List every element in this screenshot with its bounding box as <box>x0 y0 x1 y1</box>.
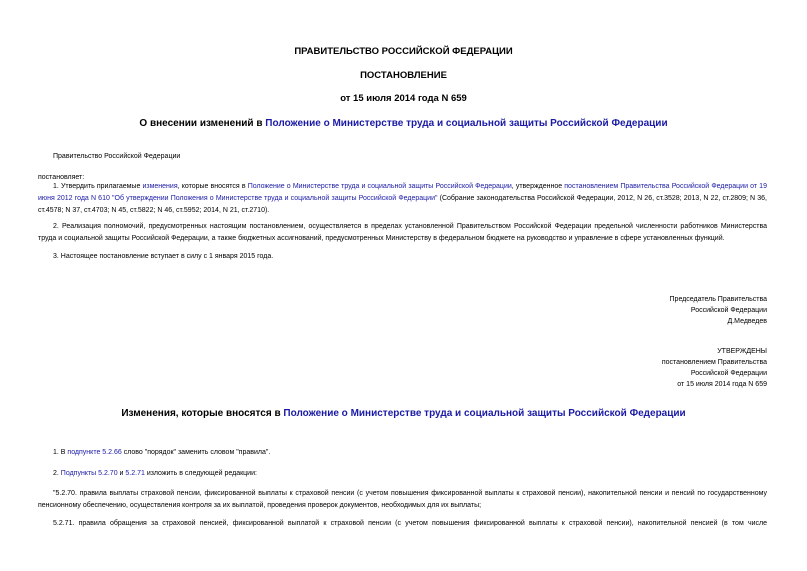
approved-date-number: от 15 июля 2014 года N 659 <box>677 381 767 388</box>
changes-title-prefix: Изменения, которые вносятся в <box>121 408 284 419</box>
subparagraph-5-2-70-link[interactable]: Подпункты 5.2.70 <box>60 470 118 477</box>
approved-by-decree: постановлением Правительства <box>661 359 767 366</box>
document-title <box>0 118 807 129</box>
paragraph-item-1: 1. Утвердить прилагаемые изменения, которые вносятся в Положение о Министерстве труда и социальной защиты Российской Федерации, утвержденное постановлением Правительства Российской Федерации от 19 июня 2012 года N 610 "Об утверждении Положения о Министерстве труда и социальной защиты Российской Федерации" (Собрание законодательства Российской Федерации, 2012, N 26, ст.3528; 2013, N 22, ст.2809; N 36, ст.4578; N 37, ст.4703; N 45, ст.5822; N 46, ст.5952; 2014, N 21, ст.2710). <box>38 183 768 214</box>
paragraph-item-2: 2. Реализация полномочий, предусмотренных настоящим постановлением, осуществляется в пределах установленной Правительством Российской Федерации предельной численности работников Министерства труда и социальной защиты Российской Федерации, а также бюджетных ассигнований, предусмотренных Министерству в федеральном бюджете на руководство и управление в сфере установленных функций. <box>38 223 767 242</box>
changes-title-regulation-link[interactable]: Положение о Министерстве труда и социальной защиты Российской Федерации <box>283 408 686 419</box>
preamble-decides: постановляет: <box>38 174 85 181</box>
title-regulation-link[interactable]: Положение о Министерстве труда и социальной защиты Российской Федерации <box>265 118 668 129</box>
changes-link[interactable]: изменения <box>142 183 178 190</box>
signature-position: Председатель Правительства <box>669 296 767 303</box>
changes-title <box>0 408 807 419</box>
quote-5-2-71: 5.2.71. правила обращения за страховой пенсией, фиксированной выплатой к страховой пенсии (с учетом повышения фиксированной выплаты к страховой пенсии), накопительной пенсией (в том числе <box>53 520 767 527</box>
regulation-link[interactable]: Положение о Министерстве труда и социальной защиты Российской Федерации <box>247 183 512 190</box>
decree-610-link[interactable]: постановлением Правительства Российской Федерации от 19 июня 2012 года N 610 "Об утверждении Положения о Министерстве труда и социальной защиты Российской Федерации" <box>38 183 767 202</box>
change-item-2: 2. Подпункты 5.2.70 и 5.2.71 изложить в следующей редакции: <box>53 470 257 477</box>
signature-country: Российской Федерации <box>690 307 767 314</box>
approved-label: УТВЕРЖДЕНЫ <box>717 348 767 355</box>
subparagraph-5-2-66-link[interactable]: подпункте 5.2.66 <box>67 449 122 456</box>
preamble-government: Правительство Российской Федерации <box>53 153 181 160</box>
change-item-1: 1. В подпункте 5.2.66 слово "порядок" заменить словом "правила". <box>53 449 271 456</box>
document-type: ПОСТАНОВЛЕНИЕ <box>360 70 447 81</box>
approved-country: Российской Федерации <box>690 370 767 377</box>
subparagraph-5-2-71-link[interactable]: 5.2.71 <box>125 470 145 477</box>
document-title-prefix: О внесении изменений в <box>139 118 266 129</box>
signature-name: Д.Медведев <box>727 318 767 325</box>
government-header: ПРАВИТЕЛЬСТВО РОССИЙСКОЙ ФЕДЕРАЦИИ <box>294 46 513 57</box>
document-date-number: от 15 июля 2014 года N 659 <box>340 93 467 104</box>
paragraph-item-3: 3. Настоящее постановление вступает в силу с 1 января 2015 года. <box>53 253 274 260</box>
quote-5-2-70: "5.2.70. правила выплаты страховой пенсии, фиксированной выплаты к страховой пенсии (с учетом повышения фиксированной выплаты к страховой пенсии), накопительной пенсии и пенсий по государственному пенсионному обеспечению, осуществления контроля за их выплатой, проведения проверок документов, необходимых для их выплаты; <box>38 490 767 509</box>
